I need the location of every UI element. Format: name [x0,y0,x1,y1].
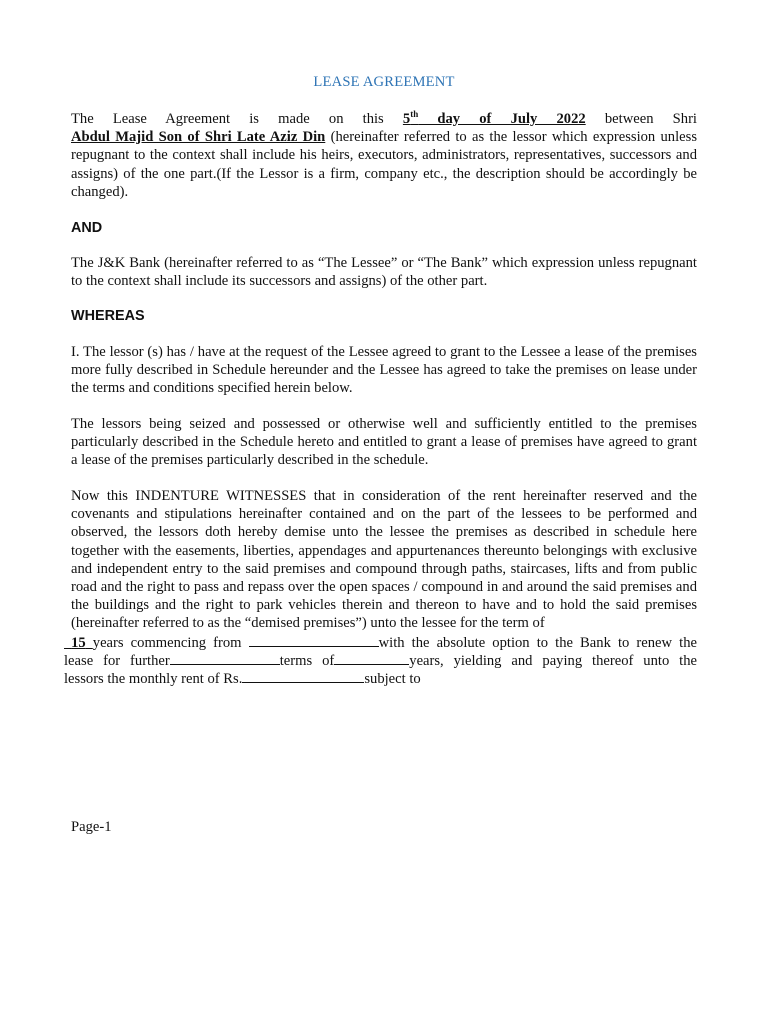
lessor-name: Abdul Majid Son of Shri Late Aziz Din [71,129,326,146]
document-title [0,73,768,91]
clause-2-text: The lessors being seized and possessed or otherwise well and sufficiently entitled to the premises particularly described in the Schedule hereto and entitled to grant a lease of premises have agreed to grant a lease of the premises particularly described in the schedule. [71,416,697,469]
date-rest: day of July 2022 [418,111,586,127]
intro-rest-block [71,128,697,201]
further-line [64,651,697,670]
clause-1-text: I. The lessor (s) has / have at the request of the Lessee agreed to grant to the Lessee a lease of the premises more fully described in Schedule hereunder and the Lessee has agreed to take the premises on lease under the terms and conditions specified herein below. [71,344,697,397]
clause-1 [71,343,697,398]
years-commencing: years commencing from [92,635,242,651]
heading-and-text: AND [71,220,103,236]
years-yielding: years, yielding and paying thereof unto the [409,653,697,669]
intro-rest: (hereinafter referred to as the lessor which expression unless repugnant to the context shall include his heirs, executors, administrators, representatives, successors and assigns) of the one part.(If the Lessor is a firm, company etc., the description should be accordingly be changed). [71,129,697,200]
indenture-further-line [64,651,697,670]
date-suffix: th [410,109,419,119]
further-terms-blank [170,651,280,665]
monthly-rent: lessors the monthly rent of Rs. [64,671,243,687]
indenture-rent-line [64,669,697,688]
commencing-date-blank [249,633,379,647]
lessee-paragraph [71,254,697,290]
title-text: LEASE AGREEMENT [313,74,455,90]
terms-years-blank [334,651,409,665]
intro-paragraph [71,110,697,201]
page-number-text: Page-1 [71,819,112,835]
heading-and [71,219,102,237]
date-day: 5 [402,111,411,127]
page-number [71,818,112,836]
indenture-paragraph [71,487,697,633]
lease-for-further: lease for further [64,653,170,669]
subject-to: subject to [364,671,421,687]
lessee-paragraph-text: The J&K Bank (hereinafter referred to as “The Lessee” or “The Bank” which expression unless repugnant to the context shall include its successors and assigns) of the other part. [71,255,697,290]
term-line [64,633,697,652]
intro-between: between Shri [604,111,697,127]
heading-whereas-text: WHEREAS [71,308,145,324]
rent-amount-blank [242,669,364,683]
indenture-body: Now this INDENTURE WITNESSES that in consideration of the rent hereinafter reserved and the covenants and stipulations hereinafter contained and on the part of the lessees to be performed and observed, the lessors doth hereby demise unto the lessee the premises as described in schedule here together with the easements, liberties, appendages and appurtenances thereunto belongings with exclusive and independent entry to the said premises and compound through paths, staircases, lifts and from public road and the right to pass and repass over the open spaces / compound in and around the said premises and the buildings and the right to park vehicles therein and thereon to have and to hold the said premises (hereinafter referred to as the “demised premises”) unto the lessee for the term of [71,488,697,632]
agreement-date [403,111,586,127]
intro-opening: The Lease Agreement is made on this [71,111,384,127]
clause-2 [71,415,697,470]
heading-whereas [71,307,145,325]
intro-line-1 [71,110,697,128]
term-years [64,635,93,651]
rent-line [64,669,697,688]
indenture-term-line [64,633,697,652]
renew-text: with the absolute option to the Bank to renew the [378,635,697,651]
term-years-value: 15 [71,635,86,651]
terms-of: terms of [279,653,335,669]
